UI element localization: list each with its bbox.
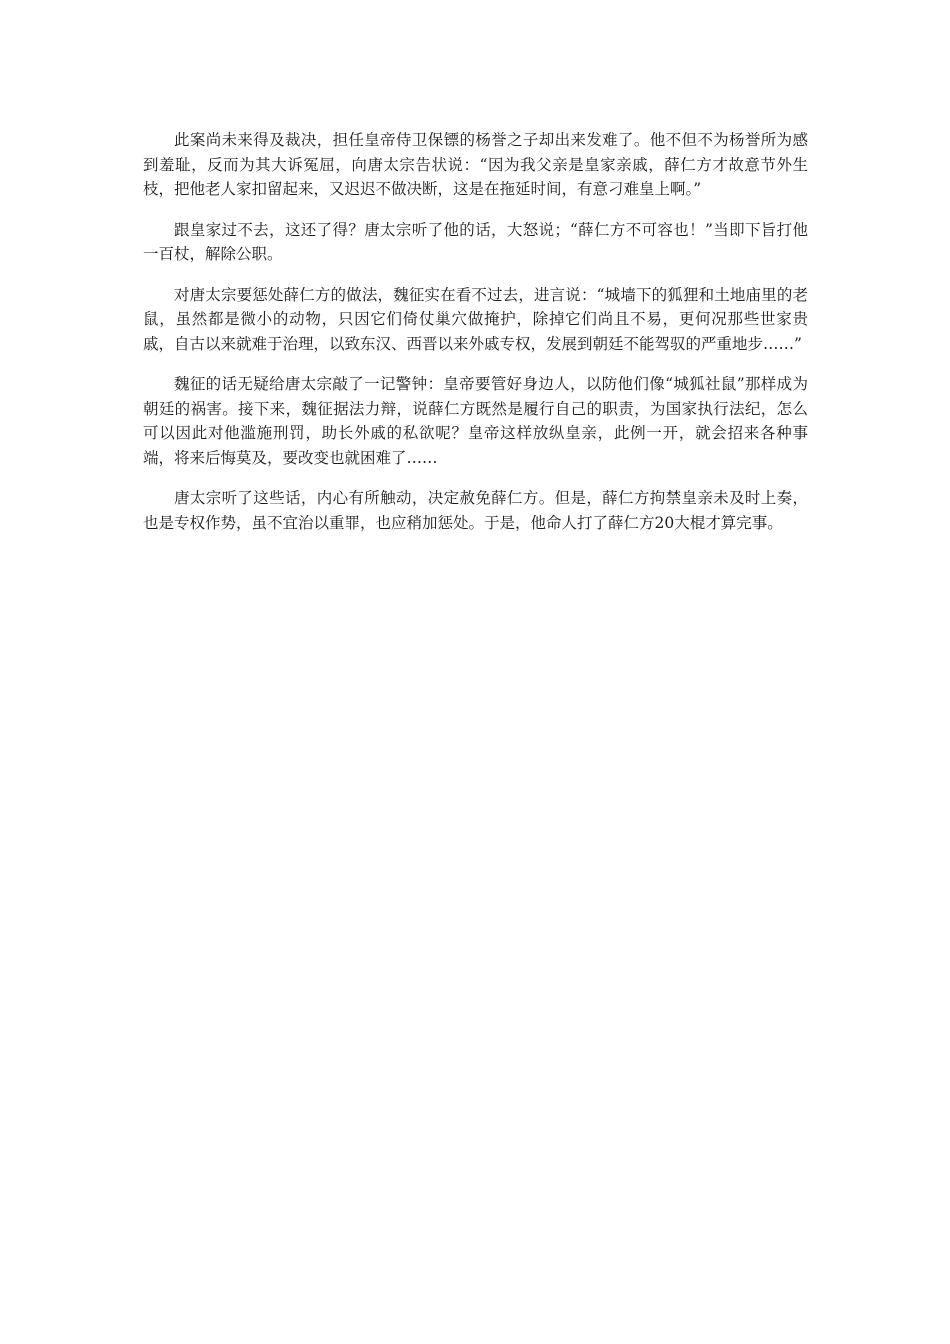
paragraph-2: 跟皇家过不去，这还了得？唐太宗听了他的话，大怒说；“薛仁方不可容也！”当即下旨打他一百杖，解除公职。 [143,220,808,263]
document-body [143,128,808,551]
paragraph-5: 唐太宗听了这些话，内心有所触动，决定赦免薛仁方。但是，薛仁方拘禁皇亲未及时上奏，也是专权作势，虽不宜治以重罪，也应稍加惩处。于是，他命人打了薛仁方20大棍才算完事。 [143,489,808,532]
paragraph-4: 魏征的话无疑给唐太宗敲了一记警钟：皇帝要管好身边人，以防他们像“城狐社鼠”那样成为朝廷的祸害。接下来，魏征据法力辩，说薛仁方既然是履行自己的职责，为国家执行法纪，怎么可以因此对他滥施刑罚，助长外戚的私欲呢？皇帝这样放纵皇亲，此例一开，就会招来各种事端，将来后悔莫及，要改变也就困难了…… [143,375,808,467]
paragraph-3: 对唐太宗要惩处薛仁方的做法，魏征实在看不过去，进言说：“城墙下的狐狸和土地庙里的老鼠，虽然都是微小的动物，只因它们倚仗巢穴做掩护，除掉它们尚且不易，更何况那些世家贵戚，自古以来就难于治理，以致东汉、西晋以来外戚专权，发展到朝廷不能驾驭的严重地步……” [143,285,808,353]
paragraph-1: 此案尚未来得及裁决，担任皇帝侍卫保镖的杨誉之子却出来发难了。他不但不为杨誉所为感到羞耻，反而为其大诉冤屈，向唐太宗告状说：“因为我父亲是皇家亲戚，薛仁方才故意节外生枝，把他老人家扣留起来，又迟迟不做决断，这是在拖延时间，有意刁难皇上啊。” [143,131,808,198]
